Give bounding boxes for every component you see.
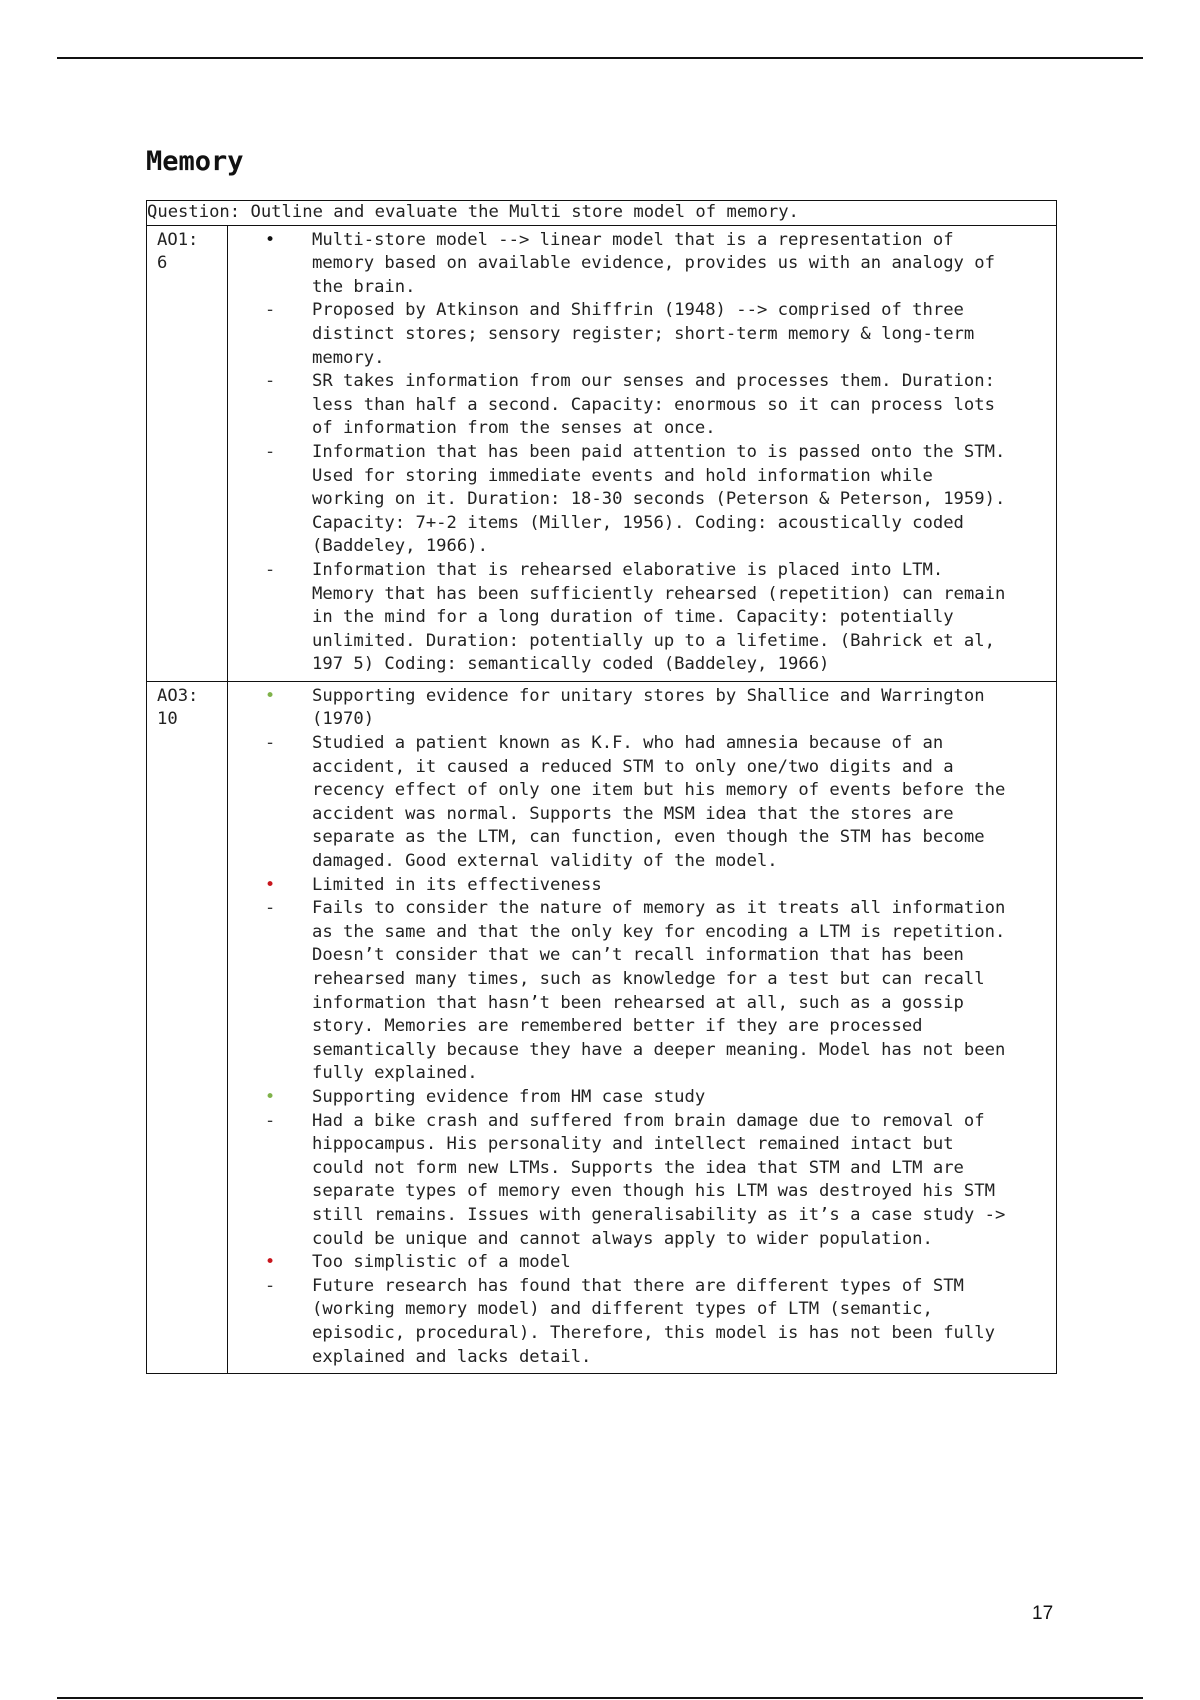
dash-point xyxy=(228,441,1046,559)
dash-marker xyxy=(228,559,312,677)
ao3-row xyxy=(147,681,1057,1373)
point-text: Multi-store model --> linear model that is a representation of memory based on available evidence, provides us with an analogy of the brain. xyxy=(312,229,995,297)
point-text: Supporting evidence for unitary stores by Shallice and Warrington (1970) xyxy=(312,685,985,730)
point-text: Fails to consider the nature of memory as it treats all information as the same and that the only key for encoding a LTM is repetition. Doesn’t consider that we can’t recall information that has been rehearsed many times, such as knowledge for a test but can recall information that hasn’t been rehearsed at all, such as a gossip story. Memories are remembered better if they are processed semantically because they have a deeper meaning. Model has not been fully explained. xyxy=(312,898,1006,1084)
header-rule xyxy=(57,57,1143,59)
bullet-marker xyxy=(228,1086,312,1110)
point-text: Studied a patient known as K.F. who had amnesia because of an accident, it caused a reduced STM to only one/two digits and a recency effect of only one item but his memory of events before the accident was normal. Supports the MSM idea that the stores are separate as the LTM, can function, even though the STM has become damaged. Good external validity of the model. xyxy=(312,733,1006,872)
ao3-content xyxy=(228,681,1057,1373)
ao1-points-list xyxy=(228,226,1056,681)
dash-point xyxy=(228,732,1046,874)
dash-marker xyxy=(228,441,312,559)
question-cell: Question: Outline and evaluate the Multi store model of memory. xyxy=(147,201,1057,226)
dash-point xyxy=(228,1275,1046,1369)
essay-plan-table xyxy=(146,200,1057,1374)
point-text: Future research has found that there are different types of STM (working memory model) and different types of LTM (semantic, episodic, procedural). Therefore, this model is has not been fully explained and lacks detail. xyxy=(312,1275,995,1367)
point-text: Too simplistic of a model xyxy=(312,1252,571,1273)
ao1-content xyxy=(228,225,1057,681)
dash-point xyxy=(228,559,1046,677)
point-text: Information that is rehearsed elaborative is placed into LTM. Memory that has been sufficiently rehearsed (repetition) can remain in the mind for a long duration of time. Capacity: potentially unlimited. Duration: potentially up to a lifetime. (Bahrick et al, 197 5) Coding: semantically coded (Baddeley, 1966) xyxy=(312,559,1006,675)
point-text: Had a bike crash and suffered from brain damage due to removal of hippocampus. His personality and intellect remained intact but could not form new LTMs. Supports the idea that STM and LTM are separate types of memory even though his LTM was destroyed his STM still remains. Issues with generalisability as it’s a case study -> could be unique and cannot always apply to wider population. xyxy=(312,1110,1006,1249)
page-number: 17 xyxy=(1032,1603,1054,1624)
ao1-label: AO1: 6 xyxy=(147,225,228,681)
dash-marker xyxy=(228,299,312,370)
bullet-marker xyxy=(228,229,312,300)
question-row xyxy=(147,201,1057,226)
point-text: Limited in its effectiveness xyxy=(312,874,602,895)
bullet-point xyxy=(228,685,1046,732)
ao3-points-list xyxy=(228,682,1056,1373)
dash-marker xyxy=(228,370,312,441)
bullet-point xyxy=(228,229,1046,300)
point-text: SR takes information from our senses and processes them. Duration: less than half a second. Capacity: enormous so it can process lots of information from the senses at once. xyxy=(312,371,995,439)
ao1-row xyxy=(147,225,1057,681)
dash-point xyxy=(228,299,1046,370)
dash-marker xyxy=(228,1275,312,1369)
bullet-point xyxy=(228,1086,1046,1110)
dash-point xyxy=(228,897,1046,1086)
bullet-marker xyxy=(228,1251,312,1275)
point-text: Supporting evidence from HM case study xyxy=(312,1086,706,1107)
bullet-marker xyxy=(228,685,312,732)
page-title: Memory xyxy=(146,146,244,177)
point-text: Information that has been paid attention to is passed onto the STM. Used for storing immediate events and hold information while working on it. Duration: 18-30 seconds (Peterson & Peterson, 1959). Capacity: 7+-2 items (Miller, 1956). Coding: acoustically coded (Baddeley, 1966). xyxy=(312,441,1006,557)
bullet-point xyxy=(228,874,1046,898)
bullet-point xyxy=(228,1251,1046,1275)
dash-point xyxy=(228,1110,1046,1252)
point-text: Proposed by Atkinson and Shiffrin (1948) --> comprised of three distinct stores; sensory register; short-term memory & long-term memory. xyxy=(312,300,975,368)
ao3-label: AO3: 10 xyxy=(147,681,228,1373)
bullet-marker xyxy=(228,874,312,898)
dash-point xyxy=(228,370,1046,441)
dash-marker xyxy=(228,897,312,1086)
dash-marker xyxy=(228,732,312,874)
dash-marker xyxy=(228,1110,312,1252)
footer-rule xyxy=(57,1697,1143,1699)
